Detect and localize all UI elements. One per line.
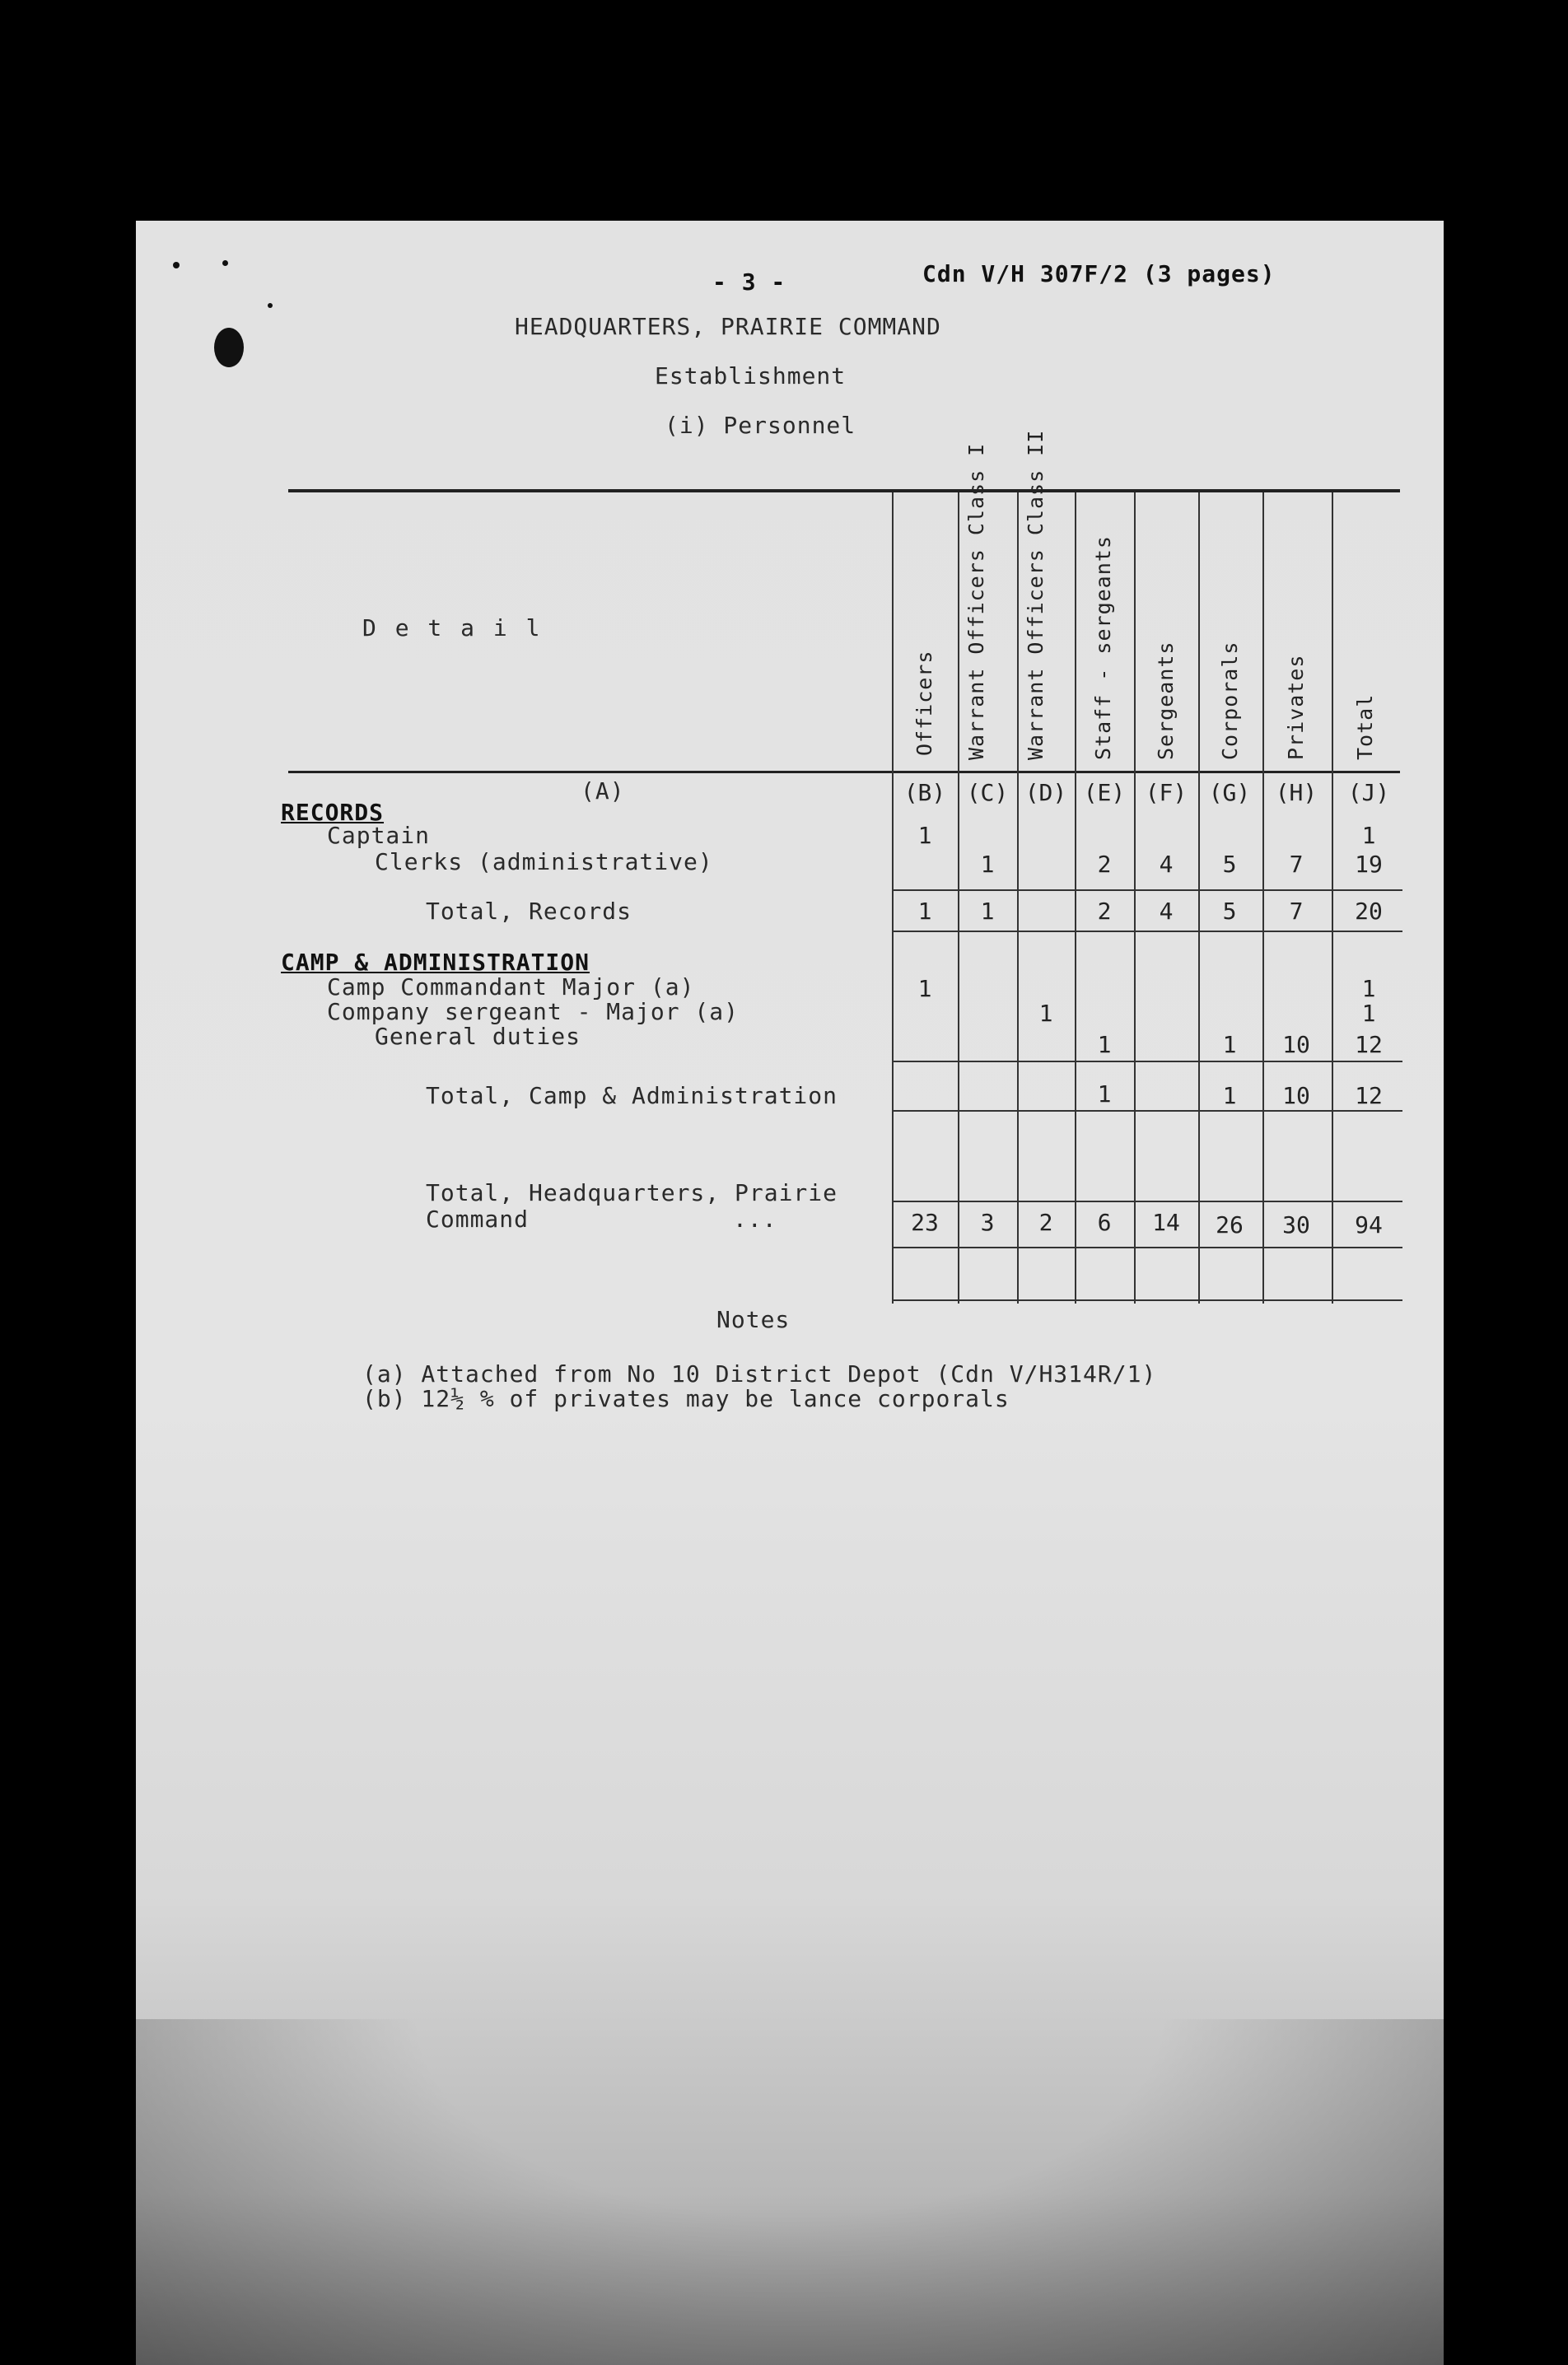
section-heading-camp: CAMP & ADMINISTRATION	[281, 949, 590, 976]
column-letter-c: (C)	[966, 779, 1009, 806]
section-title: (i) Personnel	[665, 412, 856, 439]
row-rule	[892, 931, 1402, 932]
row-rule	[892, 1247, 1402, 1248]
column-letter-e: (E)	[1083, 779, 1126, 806]
header-bottom-rule	[288, 771, 1400, 773]
cell-clerks-c: 1	[980, 851, 995, 878]
cell-total-camp-j: 12	[1355, 1082, 1383, 1109]
row-rule	[892, 1061, 1402, 1062]
cell-grand-total-d: 2	[1038, 1209, 1053, 1236]
column-letter-g: (G)	[1208, 779, 1251, 806]
column-letter-d: (D)	[1024, 779, 1067, 806]
row-rule	[892, 1299, 1402, 1301]
cell-general-e: 1	[1097, 1031, 1112, 1058]
row-label-grand-total-cont: Command	[426, 1206, 530, 1233]
cell-csm-j: 1	[1361, 1000, 1376, 1027]
section-heading-records: RECORDS	[281, 799, 385, 826]
column-header-staff-sergeants: Staff - sergeants	[1091, 535, 1115, 760]
notes-heading: Notes	[716, 1306, 791, 1333]
cell-clerks-e: 2	[1097, 851, 1112, 878]
cell-grand-total-g: 26	[1216, 1211, 1244, 1238]
cell-total-camp-h: 10	[1282, 1082, 1310, 1109]
cell-csm-d: 1	[1038, 1000, 1053, 1027]
punch-hole	[214, 328, 244, 367]
cell-captain-b: 1	[917, 822, 932, 849]
cell-total-records-j: 20	[1355, 898, 1383, 925]
column-letter-b: (B)	[903, 779, 946, 806]
cell-total-records-f: 4	[1159, 898, 1174, 925]
table-top-rule	[288, 489, 1400, 492]
row-rule	[892, 1201, 1402, 1202]
cell-general-h: 10	[1282, 1031, 1310, 1058]
column-letter-j: (J)	[1347, 779, 1390, 806]
row-rule	[892, 889, 1402, 891]
cell-total-records-g: 5	[1222, 898, 1237, 925]
cell-total-records-b: 1	[917, 898, 932, 925]
page-number: - 3 -	[712, 268, 786, 296]
column-letter-a: (A)	[581, 777, 625, 805]
cell-clerks-h: 7	[1289, 851, 1304, 878]
note-item-a: (a) Attached from No 10 District Depot (Cdn V/H314R/1)	[362, 1360, 1157, 1388]
cell-grand-total-h: 30	[1282, 1211, 1310, 1238]
cell-total-camp-g: 1	[1222, 1082, 1237, 1109]
cell-grand-total-c: 3	[980, 1209, 995, 1236]
cell-total-records-h: 7	[1289, 898, 1304, 925]
column-header-wo1: Warrant Officers Class I	[964, 442, 988, 760]
cell-total-records-c: 1	[980, 898, 995, 925]
cell-grand-total-e: 6	[1097, 1209, 1112, 1236]
column-header-wo2: Warrant Officers Class II	[1024, 429, 1048, 760]
row-label-total-records: Total, Records	[426, 898, 632, 925]
cell-grand-total-j: 94	[1355, 1211, 1383, 1238]
row-label-grand-total-dots: ...	[733, 1206, 777, 1233]
detail-column-header: D e t a i l	[362, 614, 543, 641]
row-label-captain: Captain	[327, 822, 431, 849]
row-label-clerks: Clerks (administrative)	[375, 848, 713, 875]
column-divider	[1262, 492, 1264, 1304]
column-divider	[1198, 492, 1200, 1304]
column-divider	[892, 492, 894, 1304]
smudge-mark	[173, 262, 180, 268]
cell-total-records-e: 2	[1097, 898, 1112, 925]
document-reference: Cdn V/H 307F/2 (3 pages)	[922, 260, 1276, 287]
cell-commandant-j: 1	[1361, 975, 1376, 1002]
smudge-mark	[268, 303, 273, 308]
column-header-total: Total	[1353, 693, 1377, 760]
cell-clerks-j: 19	[1355, 851, 1383, 878]
cell-commandant-b: 1	[917, 975, 932, 1002]
cell-clerks-g: 5	[1222, 851, 1237, 878]
cell-general-g: 1	[1222, 1031, 1237, 1058]
cell-total-camp-e: 1	[1097, 1080, 1112, 1108]
row-label-commandant: Camp Commandant Major (a)	[327, 973, 695, 1001]
cell-grand-total-f: 14	[1152, 1209, 1180, 1236]
column-header-privates: Privates	[1284, 654, 1308, 760]
column-letter-h: (H)	[1275, 779, 1318, 806]
cell-grand-total-b: 23	[911, 1209, 939, 1236]
document-subtitle: Establishment	[655, 362, 847, 390]
note-item-b: (b) 12½ % of privates may be lance corporals	[362, 1385, 1010, 1412]
column-letter-f: (F)	[1145, 779, 1188, 806]
column-divider	[1017, 492, 1019, 1304]
cell-captain-j: 1	[1361, 822, 1376, 849]
column-header-officers: Officers	[912, 650, 936, 756]
smudge-mark	[222, 260, 228, 266]
document-page	[136, 221, 1444, 2365]
column-header-corporals: Corporals	[1218, 641, 1242, 760]
cell-general-j: 12	[1355, 1031, 1383, 1058]
cell-clerks-f: 4	[1159, 851, 1174, 878]
column-header-sergeants: Sergeants	[1154, 641, 1178, 760]
column-divider	[1332, 492, 1333, 1304]
document-title: HEADQUARTERS, PRAIRIE COMMAND	[515, 313, 941, 340]
row-label-grand-total: Total, Headquarters, Prairie	[426, 1179, 838, 1206]
row-label-csm: Company sergeant - Major (a)	[327, 998, 740, 1025]
column-divider	[1134, 492, 1136, 1304]
row-label-total-camp: Total, Camp & Administration	[426, 1082, 838, 1109]
row-rule	[892, 1110, 1402, 1112]
row-label-general-duties: General duties	[375, 1023, 581, 1050]
